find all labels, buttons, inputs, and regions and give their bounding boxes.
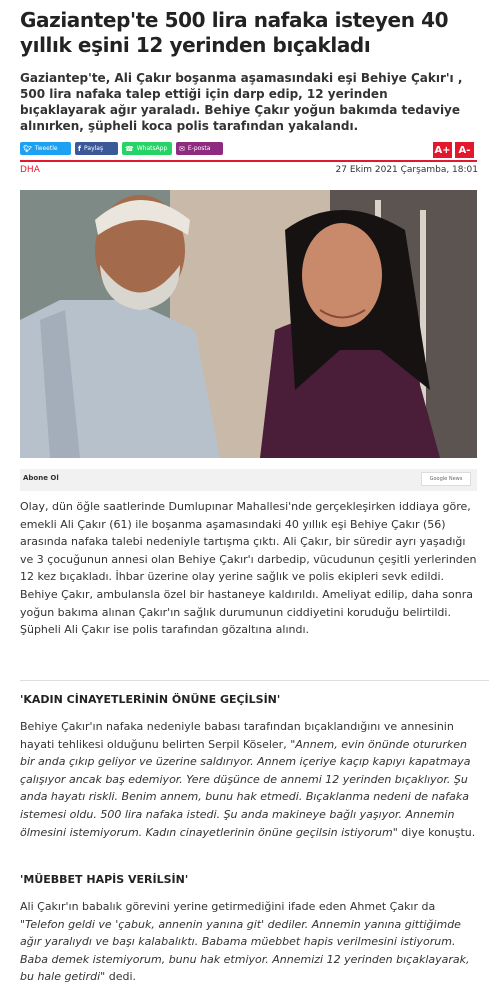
subheading-2: 'MÜEBBET HAPİS VERİLSİN' [20,873,189,886]
article-paragraph-3 [20,898,480,986]
whatsapp-icon: ☎ [125,144,134,153]
paragraph-3-intro: Ali Çakır'ın babalık görevini yerine getirmediğini ifade eden Ahmet Çakır da [20,900,436,913]
article-photo [20,190,477,458]
facebook-share-button[interactable] [75,142,118,155]
facebook-icon: f [78,144,82,153]
font-size-controls [433,142,474,158]
twitter-icon: 🐦︎ [23,144,32,153]
subscribe-link[interactable]: Abone Ol [23,474,59,482]
email-share-label: E-posta [187,145,211,152]
facebook-share-label: Paylaş [84,145,104,152]
article-lead: Gaziantep'te, Ali Çakır boşanma aşamasındaki eşi Behiye Çakır'ı , 500 lira nafaka talep ettiği için darp edip, 12 yerinden bıçaklayarak ağır yaraladı. Behiye Çakır yoğun bakımda tedaviye alınırken, şüpheli koca polis tarafından yakalandı. [20,71,463,133]
header-divider [20,160,477,162]
subheading-1: 'KADIN CİNAYETLERİNİN ÖNÜNE GEÇİLSİN' [20,693,281,706]
publish-date: 27 Ekim 2021 Çarşamba, 18:01 [335,165,478,175]
article-headline: Gaziantep'te 500 lira nafaka isteyen 40 yıllık eşini 12 yerinden bıçakladı [20,8,449,57]
envelope-icon: ✉ [179,144,185,153]
email-share-button[interactable] [176,142,223,155]
font-increase-button[interactable]: A+ [433,142,452,158]
section-divider [20,680,489,681]
google-news-button[interactable]: Google News [421,472,471,486]
share-bar [20,142,223,156]
whatsapp-share-button[interactable] [122,142,172,155]
twitter-share-button[interactable] [20,142,71,155]
news-source: DHA [20,165,40,175]
font-decrease-button[interactable]: A- [455,142,474,158]
paragraph-2-outro: diye konuştu. [397,825,476,839]
article-paragraph-2 [20,718,480,841]
paragraph-3-outro: dedi. [105,970,137,984]
paragraph-2-intro: Behiye Çakır'ın nafaka nedeniyle babası tarafından bıçaklandığını ve annesinin hayati tehlikesi olduğunu belirten Serpil Köseler, [20,720,454,751]
article-paragraph-1: Olay, dün öğle saatlerinde Dumlupınar Mahallesi'nde gerçekleşirken iddiaya göre, emekli Ali Çakır (61) ile boşanma aşamasındaki 40 yıllık eşi Behiye Çakır (56) arasında nafaka talebi nedeniyle tartışma çıktı. Ali Çakır, bir süredir ayrı yaşadığı ve 3 çocuğunun annesi olan Behiye Çakır'ı darbedip, vücudunun çeşitli yerlerinden 12 kez bıçakladı. İhbar üzerine olay yerine sağlık ve polis ekipleri sevk edildi. Behiye Çakır, ambulansla özel bir hastaneye kaldırıldı. Ameliyat edilip, daha sonra yoğun bakıma alınan Çakır'ın sağlık durumunun ciddiyetini koruduğu belirtildi. Şüpheli Ali Çakır ise polis tarafından gözaltına alındı. [20,500,477,637]
paragraph-3-quote: "Telefon geldi ve 'çabuk, annenin yanına git' dediler. Annemin yanına gittiğimde ağır yaralıydı ve başı kalabalıktı. Babama müebbet hapis verilmesini istiyorum. Baba demek istemiyorum, bunu hak etmiyor. Annemizi 12 yerinden bıçaklayarak, bu hale getirdi" [20,917,470,984]
photo-caption-bar [20,469,477,491]
paragraph-2-quote: "Annem, evin önünde otururken bir anda çıkıp geliyor ve üzerine saldırıyor. Annem içeriye kaçıp kapıyı kapatmaya çalışıyor ancak baş edemiyor. Yere düşünce de annemi 12 yerinden bıçaklıyor. Şu anda hayatı riskli. Benim annem, bunu hak etmedi. Bıçaklanma nedeni de nafaka istemesi oldu. 500 lira nafaka istedi. Şu anda makineye bağlı yaşıyor. Annemin ölmesini istemiyorum. Kadın cinayetlerinin önüne geçilsin istiyorum" [20,737,471,839]
twitter-share-label: Tweetle [34,145,58,152]
whatsapp-share-label: WhatsApp [136,145,168,152]
couple-photo-illustration [20,190,477,458]
